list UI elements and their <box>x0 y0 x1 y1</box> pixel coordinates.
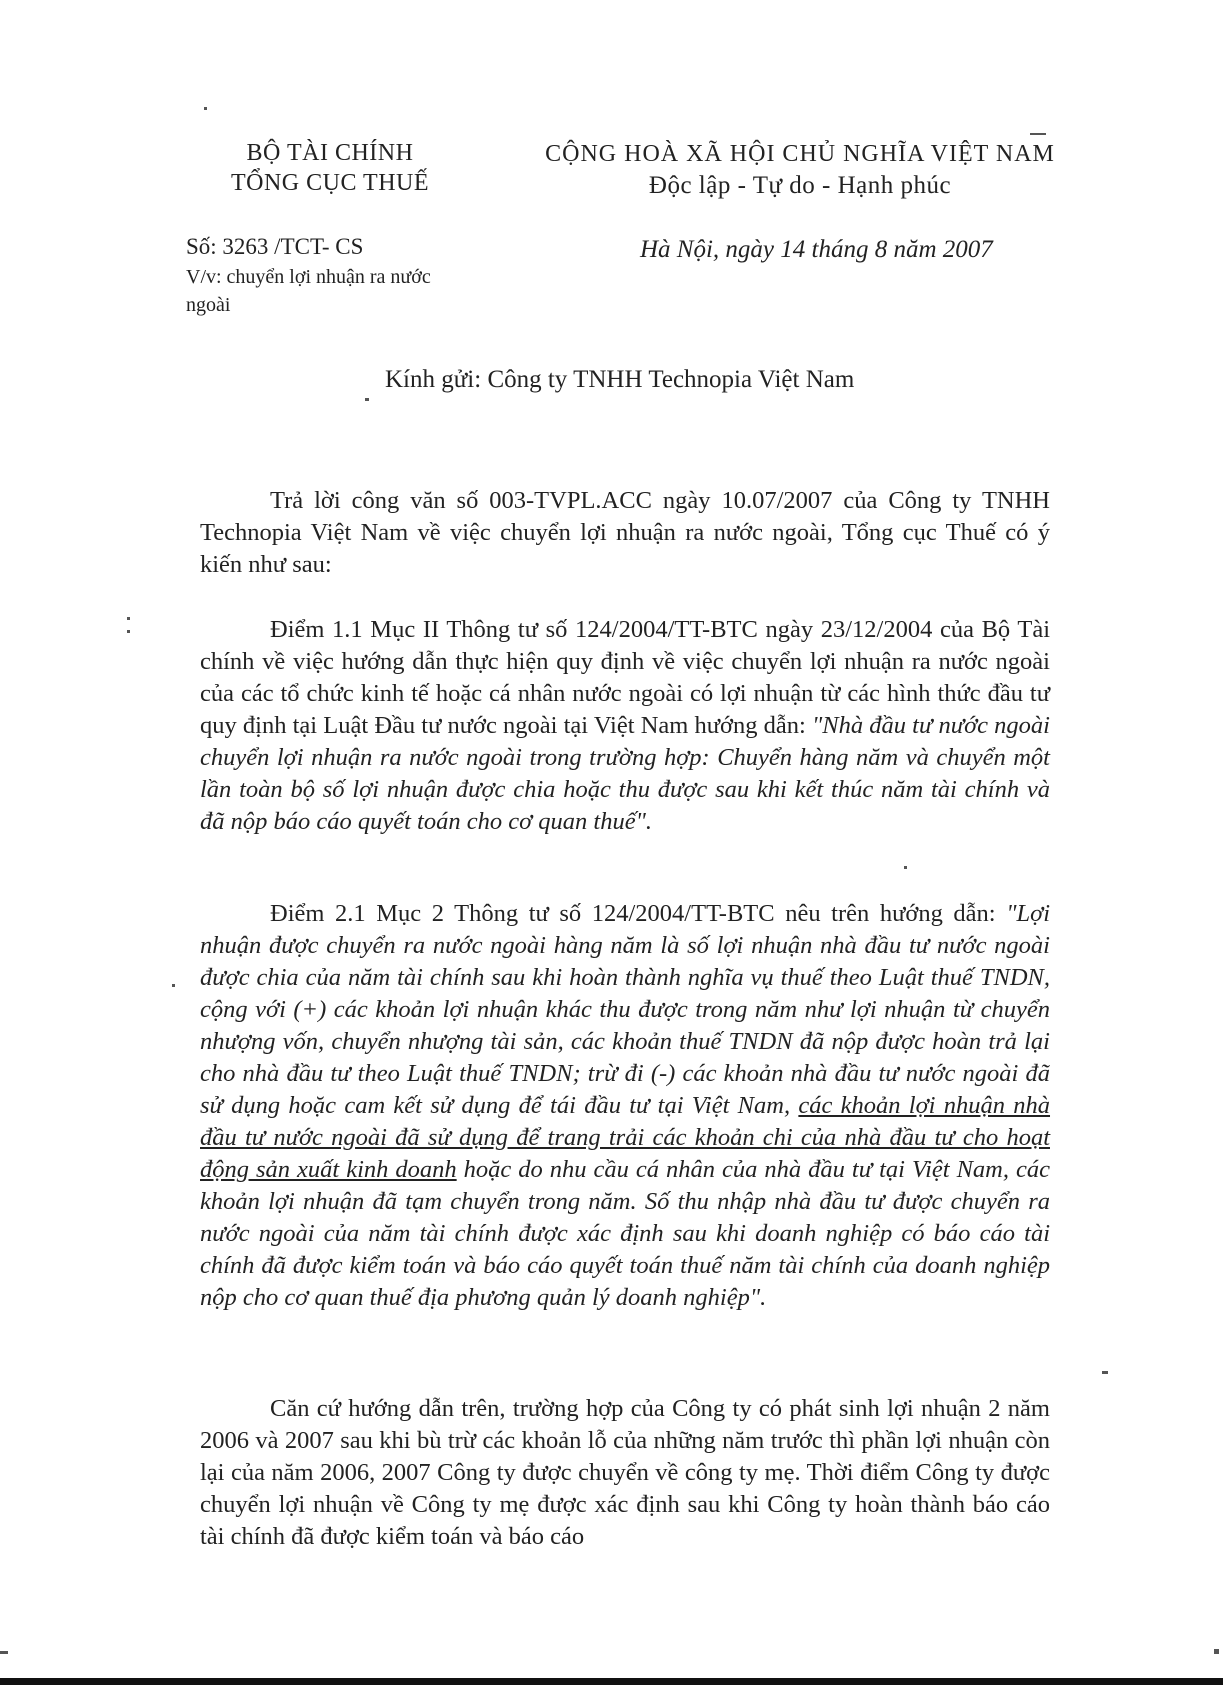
date-line: Hà Nội, ngày 14 tháng 8 năm 2007 <box>640 236 993 263</box>
scan-speck <box>1214 1649 1219 1654</box>
point-2-1-quote-underlined: các khoản lợi nhuận nhà đầu tư nước ngoài đã sử dụng để trang trải các khoản chi của nhà đầu tư cho hoạt động sản xuất kinh doanh <box>200 1092 1051 1183</box>
issuing-authority <box>190 138 470 198</box>
scan-speck <box>127 630 130 633</box>
point-2-1-lead: Điểm 2.1 Mục 2 Thông tư số 124/2004/TT-BTC nêu trên hướng dẫn: <box>270 900 1007 927</box>
department-name: TỔNG CỤC THUẾ <box>230 170 430 196</box>
scan-speck <box>1030 133 1046 135</box>
document-number: Số: 3263 /TCT- CS <box>186 234 364 259</box>
point-1-1-lead: Điểm 1.1 Mục II Thông tư số 124/2004/TT-BTC ngày 23/12/2004 của Bộ Tài chính về việc hướng dẫn thực hiện quy định về việc chuyển lợi nhuận ra nước ngoài của các tổ chức kinh tế hoặc cá nhân nước ngoài có lợi nhuận từ các hình thức đầu tư quy định tại Luật Đầu tư nước ngoài tại Việt Nam hướng dẫn: <box>200 616 1050 739</box>
recipient-line: Kính gửi: Công ty TNHH Technopia Việt Nam <box>385 366 855 393</box>
national-header <box>520 138 1080 202</box>
scan-speck <box>365 398 369 401</box>
scan-speck <box>204 107 207 110</box>
paragraph-conclusion: Căn cứ hướng dẫn trên, trường hợp của Công ty có phát sinh lợi nhuận 2 năm 2006 và 2007 sau khi bù trừ các khoản lỗ của những năm trước thì phần lợi nhuận còn lại của năm 2006, 2007 Công ty được chuyển về công ty mẹ. Thời điểm Công ty được chuyển lợi nhuận về Công ty mẹ được xác định sau khi Công ty hoàn thành báo cáo tài chính đã được kiểm toán và báo cáo <box>200 1395 1050 1550</box>
point-2-1-quote-part-b: hoặc do nhu cầu cá nhân của nhà đầu tư tại Việt Nam, các khoản lợi nhuận đã tạm chuyển trong năm. Số thu nhập nhà đầu tư được chuyển ra nước ngoài của năm tài chính được xác định sau khi doanh nghiệp có báo cáo tài chính đã được kiểm toán và báo cáo quyết toán thuế năm tài chính của doanh nghiệp nộp cho cơ quan thuế địa phương quản lý doanh nghiệp". <box>200 1156 1050 1311</box>
paragraph-point-2-1 <box>200 898 1050 1314</box>
country-name: CỘNG HOÀ XÃ HỘI CHỦ NGHĨA VIỆT NAM <box>545 141 1055 167</box>
scan-speck <box>172 984 175 987</box>
scan-speck <box>904 866 907 869</box>
document-subject: V/v: chuyển lợi nhuận ra nước ngoài <box>186 266 431 316</box>
scan-speck <box>127 617 130 620</box>
paragraph-point-1-1 <box>200 614 1050 838</box>
scan-speck <box>1102 1371 1108 1374</box>
national-motto: Độc lập - Tự do - Hạnh phúc <box>648 172 952 199</box>
point-1-1-quote: "Nhà đầu tư nước ngoài chuyển lợi nhuận ra nước ngoài trong trường hợp: Chuyển hàng năm và chuyển một lần toàn bộ số lợi nhuận được chia hoặc thu được sau khi kết thúc năm tài chính và đã nộp báo cáo quyết toán cho cơ quan thuế". <box>200 712 1050 835</box>
scan-speck <box>0 1651 8 1654</box>
ministry-name: BỘ TÀI CHÍNH <box>246 140 414 166</box>
scan-bottom-edge <box>0 1678 1223 1685</box>
paragraph-reply: Trả lời công văn số 003-TVPL.ACC ngày 10.07/2007 của Công ty TNHH Technopia Việt Nam về việc chuyển lợi nhuận ra nước ngoài, Tổng cục Thuế có ý kiến như sau: <box>200 487 1050 578</box>
point-2-1-quote-part-a: "Lợi nhuận được chuyển ra nước ngoài hàng năm là số lợi nhuận nhà đầu tư nước ngoài được chia của năm tài chính sau khi hoàn thành nghĩa vụ thuế theo Luật thuế TNDN, cộng với (+) các khoản lợi nhuận khác thu được trong năm như lợi nhuận từ chuyển nhượng vốn, chuyển nhượng tài sản, các khoản thuế TNDN đã nộp được hoàn trả lại cho nhà đầu tư theo Luật thuế TNDN; trừ đi (-) các khoản nhà đầu tư nước ngoài đã sử dụng hoặc cam kết sử dụng để tái đầu tư tại Việt Nam, <box>200 900 1050 1119</box>
